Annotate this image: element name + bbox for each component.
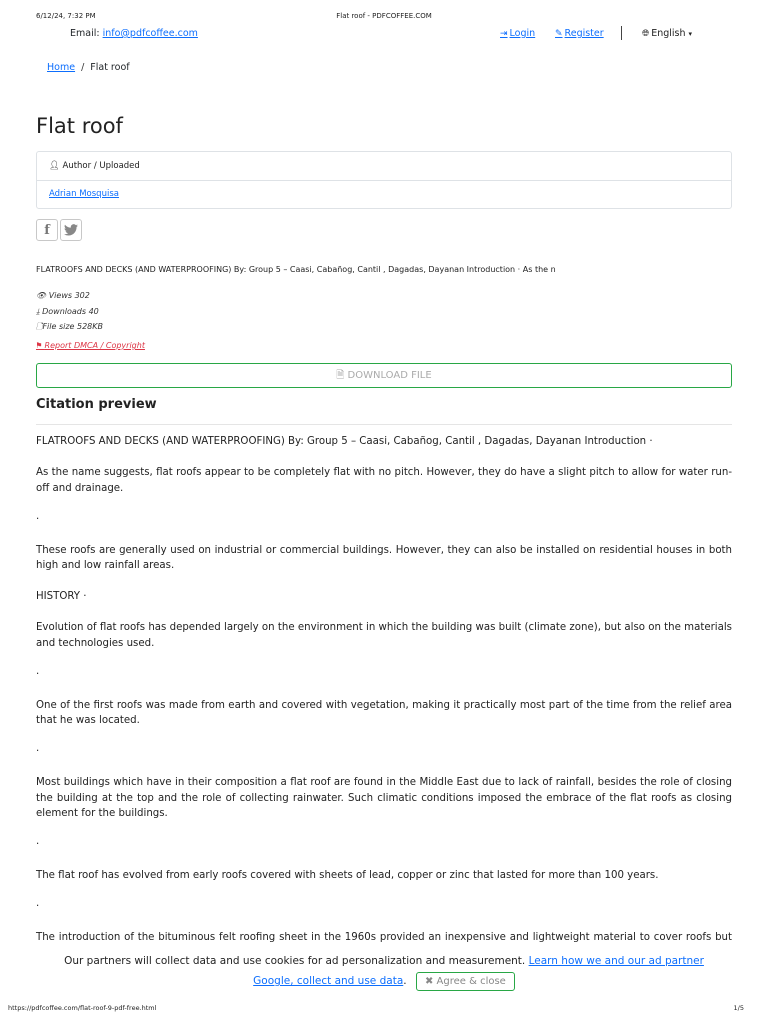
citation-paragraph: FLATROOFS AND DECKS (AND WATERPROOFING) By: Group 5 – Caasi, Cabañog, Cantil , Dagadas, Dayanan Introduction · bbox=[36, 436, 653, 447]
views-stat bbox=[36, 288, 103, 304]
agree-label: Agree & close bbox=[436, 976, 506, 987]
facebook-share-button[interactable] bbox=[36, 219, 58, 241]
email-label: Email: bbox=[70, 28, 100, 39]
login-label: Login bbox=[509, 28, 536, 39]
cookie-banner bbox=[0, 945, 768, 997]
author-card-body bbox=[37, 181, 731, 207]
citation-paragraph: HISTORY · bbox=[36, 591, 87, 602]
filesize-value: File size 528KB bbox=[42, 322, 104, 331]
citation-paragraph: · bbox=[36, 901, 40, 912]
eye-icon: 👁︎ bbox=[36, 291, 47, 300]
citation-paragraph: The flat roof has evolved from early roofs covered with sheets of lead, copper or zinc that lasted for more than 100 years. bbox=[36, 870, 659, 881]
cookie-period: . bbox=[403, 975, 407, 987]
report-dmca-link[interactable] bbox=[36, 341, 145, 350]
breadcrumb bbox=[47, 62, 130, 73]
topbar-divider bbox=[621, 26, 622, 40]
edit-icon: ✎ bbox=[555, 29, 563, 39]
views-count: Views 302 bbox=[48, 291, 90, 300]
topbar bbox=[0, 28, 768, 42]
citation-paragraph: Most buildings which have in their composition a flat roof are found in the Middle East due to lack of rainfall, besides the role of closing the building at the top and the role of collecting rainwater. Such climatic conditions imposed the embrace of the flat roofs as closing element for the buildings. bbox=[36, 777, 732, 819]
print-url: https://pdfcoffee.com/flat-roof-9-pdf-free.html bbox=[8, 1004, 157, 1012]
report-label: Report DMCA / Copyright bbox=[44, 341, 145, 350]
language-label: English bbox=[651, 28, 686, 39]
twitter-icon bbox=[64, 224, 78, 236]
share-buttons bbox=[36, 219, 82, 241]
author-heading: Author / Uploaded bbox=[62, 161, 140, 171]
citation-paragraph: · bbox=[36, 513, 40, 525]
email-contact bbox=[70, 28, 198, 39]
file-icon: 🗋︎ bbox=[36, 322, 43, 331]
citation-paragraph: The introduction of the bituminous felt roofing sheet in the 1960s provided an inexpensive and lightweight material to cover roofs but bbox=[36, 932, 732, 943]
login-link[interactable] bbox=[500, 28, 535, 39]
page-title: Flat roof bbox=[36, 114, 123, 138]
twitter-share-button[interactable] bbox=[60, 219, 82, 241]
citation-paragraph: · bbox=[36, 668, 40, 680]
cookie-learn-link[interactable]: Learn how we and our ad partner bbox=[528, 955, 704, 967]
citation-paragraph: One of the first roofs was made from earth and covered with vegetation, making it practically most part of the time from the relief area that he was located. bbox=[36, 699, 732, 726]
cookie-line-1 bbox=[0, 955, 768, 967]
print-datetime: 6/12/24, 7:32 PM bbox=[36, 12, 96, 20]
citation-paragraph: · bbox=[36, 839, 40, 850]
file-pdf-icon: 🗎︎ bbox=[336, 370, 345, 381]
cookie-line-2 bbox=[0, 972, 768, 991]
language-dropdown[interactable] bbox=[642, 28, 692, 39]
cookie-google-link[interactable]: Google, collect and use data bbox=[253, 975, 404, 987]
email-link[interactable]: info@pdfcoffee.com bbox=[102, 28, 198, 39]
register-link[interactable] bbox=[555, 28, 604, 39]
register-label: Register bbox=[564, 28, 604, 39]
print-page-number: 1/5 bbox=[733, 1004, 744, 1012]
download-label: DOWNLOAD FILE bbox=[347, 370, 432, 381]
breadcrumb-separator: / bbox=[81, 62, 85, 73]
agree-close-button[interactable] bbox=[416, 972, 515, 991]
citation-paragraph: These roofs are generally used on industrial or commercial buildings. However, they can also be installed on residential houses in both high and low rainfall areas. bbox=[36, 544, 732, 571]
filesize-stat bbox=[36, 319, 103, 335]
download-icon: ⤓ bbox=[36, 306, 40, 316]
citation-preview-title: Citation preview bbox=[36, 397, 157, 412]
cookie-text: Our partners will collect data and use cookies for ad personalization and measurement. bbox=[64, 955, 526, 967]
download-file-button[interactable] bbox=[36, 363, 732, 388]
document-summary: FLATROOFS AND DECKS (AND WATERPROOFING) By: Group 5 – Caasi, Cabañog, Cantil , Dagadas, Dayanan Introduction · As the n bbox=[36, 265, 556, 274]
downloads-stat bbox=[36, 304, 103, 320]
user-icon: 👤︎ bbox=[49, 161, 60, 171]
caret-down-icon: ▾ bbox=[688, 30, 693, 38]
downloads-count: Downloads 40 bbox=[42, 306, 99, 316]
breadcrumb-home[interactable]: Home bbox=[47, 62, 76, 73]
close-icon: ✖ bbox=[424, 976, 434, 987]
citation-content bbox=[36, 434, 732, 977]
author-link[interactable]: Adrian Mosquisa bbox=[49, 189, 119, 199]
citation-divider bbox=[36, 424, 732, 425]
author-card-header bbox=[37, 152, 731, 181]
print-title: Flat roof - PDFCOFFEE.COM bbox=[336, 12, 432, 20]
author-card bbox=[36, 151, 732, 209]
flag-icon: ⚑ bbox=[36, 341, 42, 350]
document-stats bbox=[36, 288, 103, 335]
sign-in-icon: ⇥ bbox=[500, 29, 508, 39]
citation-paragraph: As the name suggests, flat roofs appear to be completely flat with no pitch. However, they do have a slight pitch to allow for water run-off and drainage. bbox=[36, 467, 732, 494]
facebook-icon: f bbox=[44, 222, 50, 238]
globe-icon: 🌐︎ bbox=[642, 29, 650, 39]
breadcrumb-current: Flat roof bbox=[90, 62, 130, 73]
citation-paragraph: Evolution of flat roofs has depended largely on the environment in which the building was built (climate zone), but also on the materials and technologies used. bbox=[36, 622, 732, 649]
citation-paragraph: · bbox=[36, 746, 40, 757]
